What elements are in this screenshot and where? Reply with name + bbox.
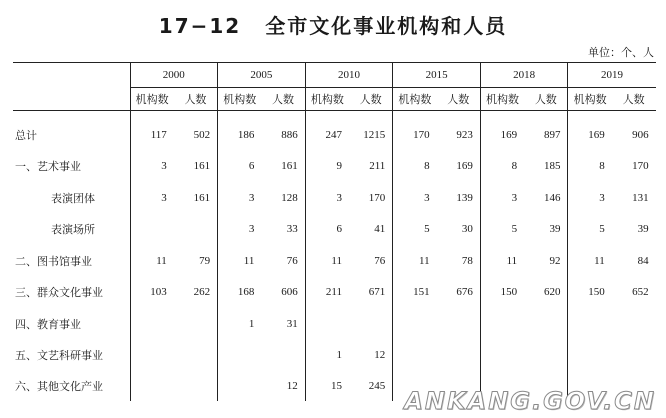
institutions-cell: 11 [393,245,437,277]
institutions-cell: 170 [393,119,437,151]
spacer-cell [568,111,612,120]
institutions-cell [130,340,174,372]
institutions-cell: 11 [568,245,612,277]
staff-cell: 161 [281,160,298,173]
institutions-cell: 169 [480,119,524,151]
institutions-cell: 3 [480,182,524,214]
staff-cell: 76 [286,254,298,267]
table-header [13,63,656,111]
staff-cell: 84 [637,254,649,267]
institutions-cell: 5 [393,214,437,246]
institutions-header: 机构数 [480,88,524,111]
label-column-header [13,63,130,111]
staff-cell: 886 [281,128,298,141]
institutions-cell [130,371,174,401]
year-header: 2019 [568,63,656,88]
institutions-cell [130,308,174,340]
staff-cell: 12 [374,349,386,362]
staff-header: 人数 [349,88,393,111]
institutions-cell: 168 [218,277,262,309]
institutions-cell: 151 [393,277,437,309]
institutions-cell: 11 [305,245,349,277]
staff-cell: 41 [374,223,386,236]
institutions-cell: 3 [130,182,174,214]
staff-cell: 606 [281,286,298,299]
institutions-cell: 6 [305,214,349,246]
institutions-cell: 103 [130,277,174,309]
staff-header: 人数 [612,88,656,111]
staff-cell [612,308,656,340]
staff-cell: 671 [368,286,386,299]
institutions-cell [568,340,612,372]
institutions-cell [393,308,437,340]
staff-header: 人数 [174,88,218,111]
spacer-cell [305,111,349,120]
spacer-cell [480,111,524,120]
table-row [13,151,656,183]
data-table [13,62,656,401]
table-row [13,245,656,277]
watermark: ANKANG.GOV.CN [404,387,656,415]
table-row [13,119,656,151]
staff-cell: 652 [632,286,649,299]
year-header: 2010 [305,63,393,88]
institutions-cell: 1 [218,308,262,340]
staff-cell: 502 [193,128,211,141]
institutions-cell: 169 [568,119,612,151]
year-header: 2000 [130,63,218,88]
institutions-cell: 11 [218,245,262,277]
institutions-cell [130,214,174,246]
institutions-cell: 8 [393,151,437,183]
staff-cell [261,340,305,372]
row-label: 六、其他文化产业 [15,380,103,393]
staff-cell: 30 [461,223,473,236]
staff-cell: 79 [199,254,211,267]
staff-cell [524,340,568,372]
staff-cell: 39 [637,223,649,236]
staff-cell [437,340,481,372]
institutions-cell: 186 [218,119,262,151]
staff-cell: 906 [632,128,649,141]
staff-cell: 139 [456,191,473,204]
staff-cell: 211 [369,160,386,173]
staff-cell: 146 [543,191,561,204]
year-header: 2005 [218,63,306,88]
spacer-row [13,111,656,120]
institutions-cell: 3 [218,214,262,246]
institutions-header: 机构数 [218,88,262,111]
staff-cell: 76 [374,254,386,267]
institutions-cell [218,371,262,401]
table-row [13,308,656,340]
institutions-cell: 3 [130,151,174,183]
institutions-cell: 117 [130,119,174,151]
staff-cell: 620 [543,286,561,299]
institutions-cell: 9 [305,151,349,183]
institutions-cell: 11 [130,245,174,277]
institutions-cell [218,340,262,372]
staff-cell: 1215 [363,128,386,141]
institutions-cell [568,308,612,340]
row-label: 二、图书馆事业 [15,254,92,268]
institutions-cell: 1 [305,340,349,372]
staff-cell: 897 [543,128,561,141]
year-header-row [13,63,656,88]
table-row [13,277,656,309]
staff-cell: 185 [543,160,561,173]
spacer-cell [437,111,481,120]
staff-cell: 169 [456,160,473,173]
staff-cell: 161 [193,160,211,173]
staff-cell: 170 [368,191,386,204]
spacer-cell [524,111,568,120]
institutions-cell [393,340,437,372]
institutions-cell: 5 [568,214,612,246]
year-header: 2018 [480,63,568,88]
institutions-cell: 11 [480,245,524,277]
institutions-header: 机构数 [305,88,349,111]
institutions-cell [480,308,524,340]
spacer-cell [393,111,437,120]
row-label: 四、教育事业 [15,317,81,331]
row-label: 表演场所 [51,223,95,237]
institutions-header: 机构数 [130,88,174,111]
institutions-cell: 6 [218,151,262,183]
spacer-cell [130,111,174,120]
table-number: 17−12 [158,14,242,38]
staff-cell: 161 [193,191,211,204]
staff-cell: 262 [193,286,211,299]
staff-cell: 170 [632,160,649,173]
institutions-cell: 5 [480,214,524,246]
table-row [13,214,656,246]
spacer-cell [261,111,305,120]
table-row [13,182,656,214]
staff-cell: 245 [368,380,386,392]
staff-cell: 31 [286,317,298,330]
unit-label: 单位：个、人 [588,46,654,59]
institutions-cell [305,308,349,340]
spacer-cell [13,111,130,120]
institutions-cell: 150 [568,277,612,309]
institutions-header: 机构数 [393,88,437,111]
staff-cell: 12 [286,380,298,392]
staff-cell [612,340,656,372]
row-label: 表演团体 [51,191,95,205]
staff-cell [174,308,218,340]
institutions-cell: 3 [568,182,612,214]
table-row [13,340,656,372]
staff-header: 人数 [261,88,305,111]
row-label: 一、艺术事业 [15,160,81,174]
table-body [13,111,656,402]
page-title [0,10,666,39]
institutions-cell: 3 [305,182,349,214]
spacer-cell [349,111,393,120]
staff-cell [174,371,218,401]
table-title: 全市文化事业机构和人员 [265,14,508,38]
institutions-cell: 3 [218,182,262,214]
staff-cell [174,214,218,246]
staff-cell [437,308,481,340]
institutions-cell: 3 [393,182,437,214]
institutions-cell: 150 [480,277,524,309]
staff-cell: 39 [549,223,561,236]
institutions-cell: 8 [480,151,524,183]
institutions-cell: 15 [305,371,349,401]
staff-cell: 676 [456,286,473,299]
staff-cell [349,308,393,340]
spacer-cell [174,111,218,120]
institutions-cell: 8 [568,151,612,183]
row-label: 三、群众文化事业 [15,286,103,300]
staff-cell: 92 [549,254,561,267]
institutions-cell [480,340,524,372]
staff-cell: 33 [286,223,298,236]
spacer-cell [218,111,262,120]
year-header: 2015 [393,63,481,88]
staff-cell: 128 [281,191,298,204]
staff-cell: 78 [461,254,473,267]
staff-header: 人数 [437,88,481,111]
row-label: 五、文艺科研事业 [15,349,103,363]
staff-cell [524,308,568,340]
institutions-cell: 247 [305,119,349,151]
staff-cell: 923 [456,128,473,141]
spacer-cell [612,111,656,120]
row-label: 总计 [15,128,37,142]
institutions-header: 机构数 [568,88,612,111]
staff-cell: 131 [632,191,649,204]
institutions-cell: 211 [305,277,349,309]
staff-cell [174,340,218,372]
staff-header: 人数 [524,88,568,111]
